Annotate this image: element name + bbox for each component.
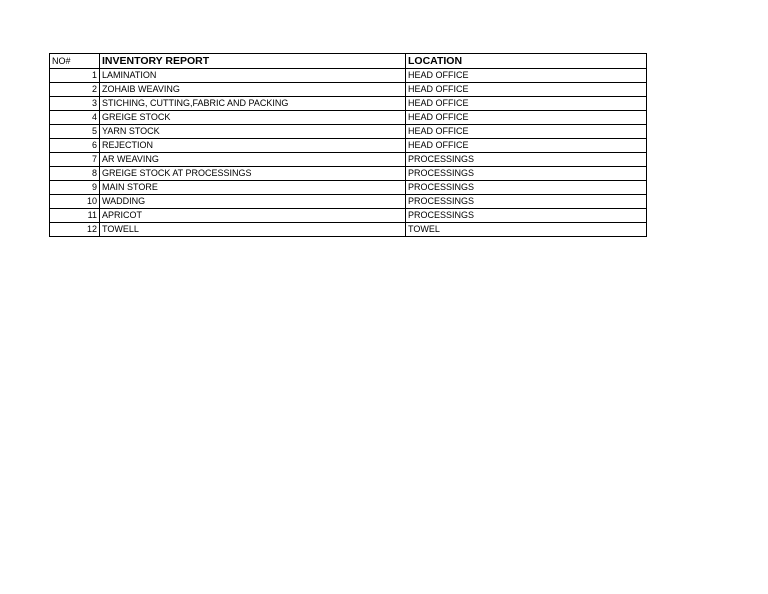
table-row [50, 195, 647, 209]
row-number: 3 [50, 97, 100, 111]
table-row [50, 181, 647, 195]
table-row [50, 139, 647, 153]
inventory-name: GREIGE STOCK [100, 111, 406, 125]
row-number: 1 [50, 69, 100, 83]
inventory-name: GREIGE STOCK AT PROCESSINGS [100, 167, 406, 181]
inventory-name: STICHING, CUTTING,FABRIC AND PACKING [100, 97, 406, 111]
row-number: 6 [50, 139, 100, 153]
table-row [50, 167, 647, 181]
row-number: 8 [50, 167, 100, 181]
location-cell: HEAD OFFICE [406, 111, 647, 125]
row-number: 7 [50, 153, 100, 167]
location-cell: HEAD OFFICE [406, 125, 647, 139]
inventory-name: WADDING [100, 195, 406, 209]
inventory-name: AR WEAVING [100, 153, 406, 167]
column-header-no: NO# [50, 54, 100, 69]
location-cell: HEAD OFFICE [406, 97, 647, 111]
location-cell: PROCESSINGS [406, 181, 647, 195]
table-row [50, 69, 647, 83]
location-cell: PROCESSINGS [406, 195, 647, 209]
inventory-name: ZOHAIB WEAVING [100, 83, 406, 97]
inventory-sheet [49, 53, 647, 237]
inventory-name: REJECTION [100, 139, 406, 153]
table-row [50, 111, 647, 125]
table-row [50, 209, 647, 223]
inventory-name: TOWELL [100, 223, 406, 237]
column-header-location: LOCATION [406, 54, 647, 69]
inventory-report-table [49, 53, 647, 237]
column-header-inventory-report: INVENTORY REPORT [100, 54, 406, 69]
location-cell: TOWEL [406, 223, 647, 237]
location-cell: PROCESSINGS [406, 209, 647, 223]
inventory-name: YARN STOCK [100, 125, 406, 139]
location-cell: HEAD OFFICE [406, 83, 647, 97]
location-cell: PROCESSINGS [406, 153, 647, 167]
header-row [50, 54, 647, 69]
row-number: 10 [50, 195, 100, 209]
row-number: 9 [50, 181, 100, 195]
inventory-name: MAIN STORE [100, 181, 406, 195]
table-row [50, 153, 647, 167]
inventory-name: APRICOT [100, 209, 406, 223]
row-number: 4 [50, 111, 100, 125]
location-cell: PROCESSINGS [406, 167, 647, 181]
table-row [50, 83, 647, 97]
table-row [50, 223, 647, 237]
location-cell: HEAD OFFICE [406, 69, 647, 83]
row-number: 5 [50, 125, 100, 139]
row-number: 11 [50, 209, 100, 223]
table-row [50, 97, 647, 111]
row-number: 12 [50, 223, 100, 237]
inventory-name: LAMINATION [100, 69, 406, 83]
table-row [50, 125, 647, 139]
location-cell: HEAD OFFICE [406, 139, 647, 153]
row-number: 2 [50, 83, 100, 97]
